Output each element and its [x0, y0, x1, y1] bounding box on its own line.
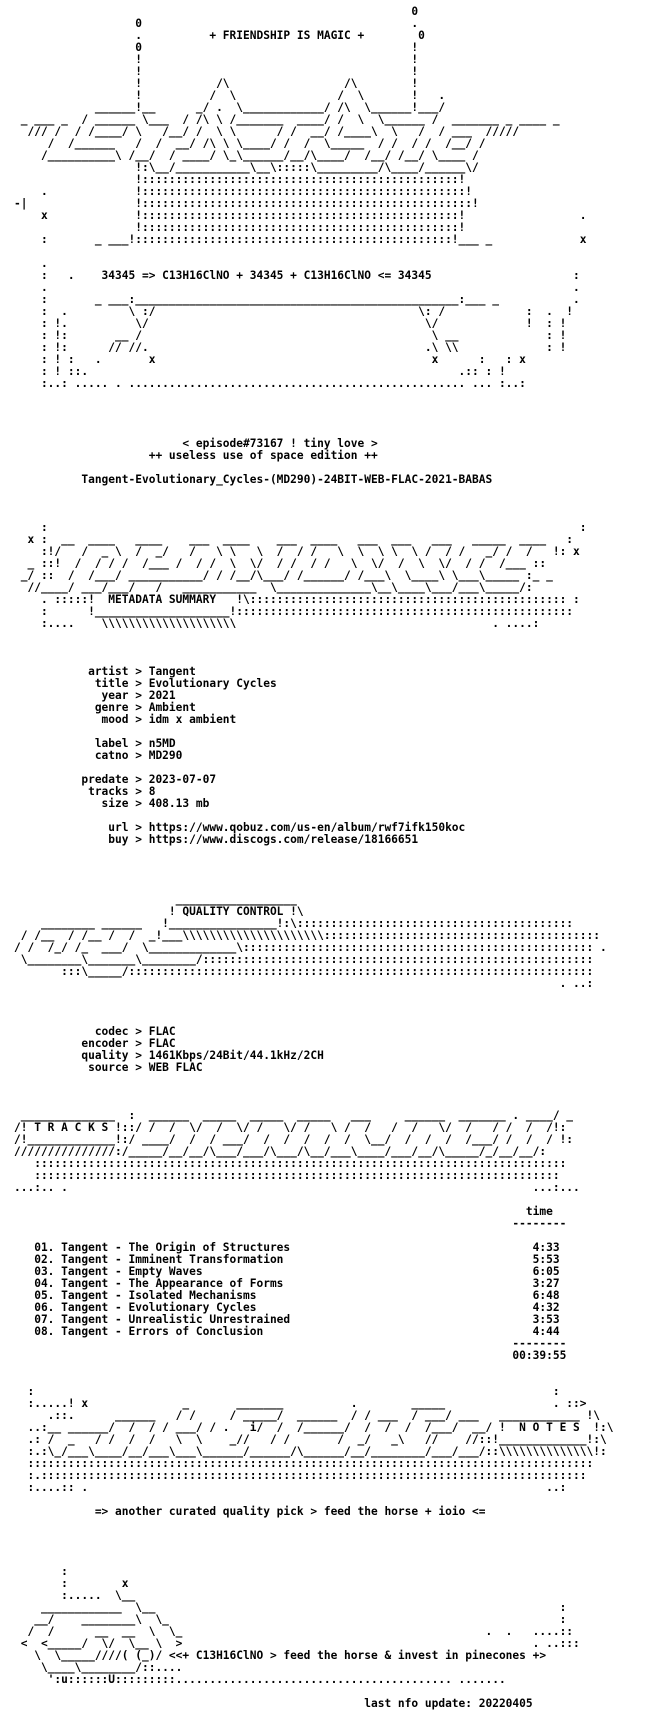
- nfo-line: ++ useless use of space edition ++: [14, 449, 378, 462]
- nfo-line: [14, 414, 648, 426]
- nfo-line: [14, 1074, 648, 1086]
- nfo-line: 04. Tangent - The Appearance of Forms 3:27: [14, 1277, 560, 1290]
- nfo-line: : :: [14, 1385, 560, 1398]
- nfo-line: : !: __ / \ __ : !: [14, 329, 567, 342]
- nfo-line: \________\_______\________/::::::::::::::::::::::::::::::::::::::::::::::::::::::::::: [14, 953, 594, 966]
- nfo-line: : ! ::. .:: : !: [14, 365, 506, 378]
- nfo-line: last nfo update: 20220405: [14, 1697, 533, 1710]
- nfo-line: :.:\_/___\____/__/___\___\______/______/\______/__/________/___/___/::\\\\\\\\\\\\\\!:: [14, 1445, 607, 1458]
- nfo-line: --------: [14, 1337, 567, 1350]
- nfo-line: . :::::! METADATA SUMMARY !\::::::::::::::::::::::::::::::::::::::::::::::: :: [14, 593, 580, 606]
- nfo-line: -| !:::::::::::::::::::::::::::::::::::::::::::::::::!: [14, 197, 479, 210]
- nfo-line: __/ ________\ \_ :: [14, 1613, 567, 1626]
- nfo-line: [14, 846, 648, 858]
- nfo-line: [14, 1002, 648, 1014]
- nfo-line: 02. Tangent - Imminent Transformation 5:53: [14, 1253, 560, 1266]
- nfo-line: 03. Tangent - Empty Waves 6:05: [14, 1265, 560, 1278]
- nfo-line: / / __ __ \ \_ . . ....::: [14, 1625, 574, 1638]
- nfo-line: : :: [14, 521, 587, 534]
- nfo-line: :.....! x _ _______ . _____ . ::>: [14, 1397, 587, 1410]
- nfo-line: //____/ ___/___/ / ___________ \______________\__\____\___/___\_____/:: [14, 581, 533, 594]
- nfo-line: [14, 1530, 648, 1542]
- nfo-line: 07. Tangent - Unrealistic Unrestrained 3:53: [14, 1313, 560, 1326]
- nfo-line: :.:::::::::::::::::::::::::::::::::::::::::::::::::::::::::::::::::::::::::::::::::: [14, 1469, 587, 1482]
- nfo-line: __________________: [14, 893, 297, 906]
- nfo-line: .::. ______ / / / _____/ ______ / / ___ / ___/ ___ ____________ !\: [14, 1409, 600, 1422]
- nfo-line: ..:__ ______/ / / / ___/ / . i/ / /______/ / / / /___/ __/ ! N O T E S !:\: [14, 1421, 614, 1434]
- nfo-line: ____________ \__ :: [14, 1601, 567, 1614]
- nfo-line: ______!__ _/ . \____________/ /\ \______!___/: [14, 101, 446, 114]
- nfo-line: ________ ______ !________________!:\:::::::::::::::::::::::::::::::::::::::::: [14, 917, 574, 930]
- nfo-line: : x: [14, 1577, 129, 1590]
- nfo-line: 0 .: [14, 17, 419, 30]
- nfo-line: / / /_/ /_ ___/ \_____________\:::::::::::::::::::::::::::::::::::::::::::::::::::: .: [14, 941, 607, 954]
- nfo-line: : !: // //. .\ \\ : !: [14, 341, 567, 354]
- nfo-line: codec > FLAC: [14, 1025, 176, 1038]
- nfo-line: _ ::! / / / / /___ / / / \ \/ / / / / \ \/ / \ \/ / / /___ ::: [14, 557, 547, 570]
- nfo-line: [14, 246, 648, 258]
- nfo-line: 0 !: [14, 41, 419, 54]
- nfo-line: x !:::::::::::::::::::::::::::::::::::::::::::::::! .: [14, 209, 587, 222]
- nfo-line: [14, 1362, 648, 1374]
- nfo-line: . + FRIENDSHIP IS MAGIC + 0: [14, 29, 425, 42]
- nfo-line: [14, 498, 648, 510]
- nfo-line: [14, 990, 648, 1002]
- nfo-line: 00:39:55: [14, 1349, 567, 1362]
- nfo-line: ::::::::::::::::::::::::::::::::::::::::::::::::::::::::::::::::::::::::::::::::::::: [14, 1457, 594, 1470]
- nfo-line: < <_____/ \/ \__ \ > . ..:::: [14, 1637, 580, 1650]
- nfo-line: ! /\ /\ !: [14, 77, 419, 90]
- nfo-line: : ! : . x x : : x: [14, 353, 526, 366]
- nfo-line: :: [14, 1565, 68, 1578]
- nfo-line: x : __ ____ ____ ___ ____ ___ ____ ___ ___ ___ _____ ____ :: [14, 533, 574, 546]
- nfo-line: / /__ / /__ / / _!___\\\\\\\\\\\\\\\\\\\\\:::::::::::::::::::::::::::::::::::::::::: [14, 929, 600, 942]
- nfo-line: .: / _ / / / / \ \ _// / / / _/ _\ // //::!_____________!:\: [14, 1433, 607, 1446]
- nfo-line: ::::::::::::::::::::::::::::::::::::::::::::::::::::::::::::::::::::::::::::::: [14, 1169, 560, 1182]
- nfo-line: . ..:: [14, 977, 594, 990]
- nfo-line: 08. Tangent - Errors of Conclusion 4:44: [14, 1325, 560, 1338]
- nfo-line: !:::::::::::::::::::::::::::::::::::::::::::::::!: [14, 173, 466, 186]
- nfo-line: . .: [14, 281, 580, 294]
- nfo-line: :..... \__: [14, 1589, 136, 1602]
- nfo-line: :::\_____/:::::::::::::::::::::::::::::::::::::::::::::::::::::::::::::::::::::: [14, 965, 594, 978]
- nfo-line: [14, 1542, 648, 1554]
- nfo-line: tracks > 8: [14, 785, 156, 798]
- nfo-line: encoder > FLAC: [14, 1037, 176, 1050]
- nfo-line: [14, 1518, 648, 1530]
- nfo-line: < episode#73167 ! tiny love >: [14, 437, 378, 450]
- nfo-line: ! !: [14, 65, 419, 78]
- nfo-line: /!_____________!:/ ____/ / / ___/ / / / / / \__/ / / / /___/ / / / !:: [14, 1133, 574, 1146]
- nfo-line: ! QUALITY CONTROL !\: [14, 905, 304, 918]
- nfo-line: :..: ..... . .................................................. ... :..:: [14, 377, 526, 390]
- nfo-line: => another curated quality pick > feed the horse + ioio <=: [14, 1505, 486, 1518]
- nfo-line: catno > MD290: [14, 749, 183, 762]
- nfo-line: : . 34345 => C13H16ClNO + 34345 + C13H16ClNO <= 34345 :: [14, 269, 580, 282]
- nfo-line: 0: [14, 5, 419, 18]
- nfo-line: genre > Ambient: [14, 701, 196, 714]
- nfo-line: [14, 1086, 648, 1098]
- nfo-line: predate > 2023-07-07: [14, 773, 217, 786]
- nfo-line: .: [14, 257, 48, 270]
- nfo-line: Tangent-Evolutionary_Cycles-(MD290)-24BIT-WEB-FLAC-2021-BABAS: [14, 473, 493, 486]
- nfo-line: [14, 870, 648, 882]
- nfo-line: label > n5MD: [14, 737, 176, 750]
- nfo-line: : _ ___:________________________________________________:___ _ .: [14, 293, 580, 306]
- nfo-line: [14, 630, 648, 642]
- nfo-line: ! !: [14, 53, 419, 66]
- nfo-line: ...:.. . ...:...: [14, 1181, 580, 1194]
- nfo-line: [14, 402, 648, 414]
- nfo-line: : _ ___!:::::::::::::::::::::::::::::::::::::::::::::::!___ _ x: [14, 233, 587, 246]
- nfo-line: year > 2021: [14, 689, 176, 702]
- nfo-line: [14, 390, 648, 402]
- nfo-line: buy > https://www.discogs.com/release/18166651: [14, 833, 419, 846]
- nfo-line: : !____________________!::::::::::::::::::::::::::::::::::::::::::::::::::: [14, 605, 574, 618]
- nfo-line: time: [14, 1205, 553, 1218]
- nfo-line: artist > Tangent: [14, 665, 196, 678]
- nfo-line: 06. Tangent - Evolutionary Cycles 4:32: [14, 1301, 560, 1314]
- nfo-line: [14, 642, 648, 654]
- nfo-line: !:\__/___________\__\:::::\_________/\____/______\/: [14, 161, 479, 174]
- nfo-line: title > Evolutionary Cycles: [14, 677, 277, 690]
- nfo-line: \ \_____////( (_)/ <<+ C13H16ClNO > feed the horse & invest in pinecones +>: [14, 1649, 547, 1662]
- nfo-line: size > 408.13 mb: [14, 797, 210, 810]
- nfo-line: \____\________/::....: [14, 1661, 183, 1674]
- nfo-line: :::::::::::::::::::::::::::::::::::::::::::::::::::::::::::::::::::::::::::::::: [14, 1157, 567, 1170]
- nfo-line: _ ___ _ / ______ \___ / /\ \ /_______ ____/ / \ \______ / _______ _ ____ _: [14, 113, 560, 126]
- nfo-line: /! T R A C K S !::/ / / \/ / \/ / \/ / \ / / / / \/ / / / / /!:: [14, 1121, 567, 1134]
- nfo-line: quality > 1461Kbps/24Bit/44.1kHz/2CH: [14, 1049, 324, 1062]
- nfo-line: ______________ : ______ _____ _____ _____ ___ ______ _______ . ____/ _: [14, 1109, 574, 1122]
- nfo-line: _/ :: / /___/ ___________/ / /__/\___/ /______/ /___\ \____\ \___\_____ :_ _: [14, 569, 553, 582]
- nfo-line: . !::::::::::::::::::::::::::::::::::::::::::::::::!: [14, 185, 473, 198]
- nfo-line: :!/ / _ \ / _/ / \ \ \ / / / \ \ \ \ \ / / / _/ / / !: x: [14, 545, 580, 558]
- nfo-line: 01. Tangent - The Origin of Structures 4:33: [14, 1241, 560, 1254]
- nfo-line: [14, 1686, 648, 1698]
- nfo-line: mood > idm x ambient: [14, 713, 237, 726]
- nfo-line: :....:: . ..:: [14, 1481, 567, 1494]
- nfo-line: / /______ / / __/ /\ \ \____/ / / \_____ / / / / /__/ /: [14, 137, 486, 150]
- nfo-line: [14, 1554, 648, 1566]
- nfo-line: [14, 486, 648, 498]
- nfo-line: ':u::::::U:::::::::......................................... .......: [14, 1673, 506, 1686]
- nfo-line: ///////////////:/_____/__/__/\___/___/\___/\__/___\____/___/__/\_____/_/__/__/:: [14, 1145, 547, 1158]
- nfo-line: source > WEB FLAC: [14, 1061, 203, 1074]
- nfo-line: url > https://www.qobuz.com/us-en/album/rwf7ifk150koc: [14, 821, 466, 834]
- nfo-line: --------: [14, 1217, 567, 1230]
- nfo-line: : . \ :/ \: / : . !: [14, 305, 574, 318]
- nfo-line: :.... \\\\\\\\\\\\\\\\\\\\ . ....:: [14, 617, 540, 630]
- nfo-line: ! / \ / \ ! .: [14, 89, 446, 102]
- nfo-line: : !. \/ \/ ! : !: [14, 317, 567, 330]
- nfo-line: !:::::::::::::::::::::::::::::::::::::::::::::::!: [14, 221, 466, 234]
- nfo-line: /// / / /____/ \ /__/ / \ \ / / __/ /____\ \ / / ___ /////: [14, 125, 520, 138]
- nfo-line: /__________\ /__/ / ____/ \_\______/__/\____/ /__/ /__/ \____ /: [14, 149, 479, 162]
- nfo-line: 05. Tangent - Isolated Mechanisms 6:48: [14, 1289, 560, 1302]
- nfo-line: [14, 858, 648, 870]
